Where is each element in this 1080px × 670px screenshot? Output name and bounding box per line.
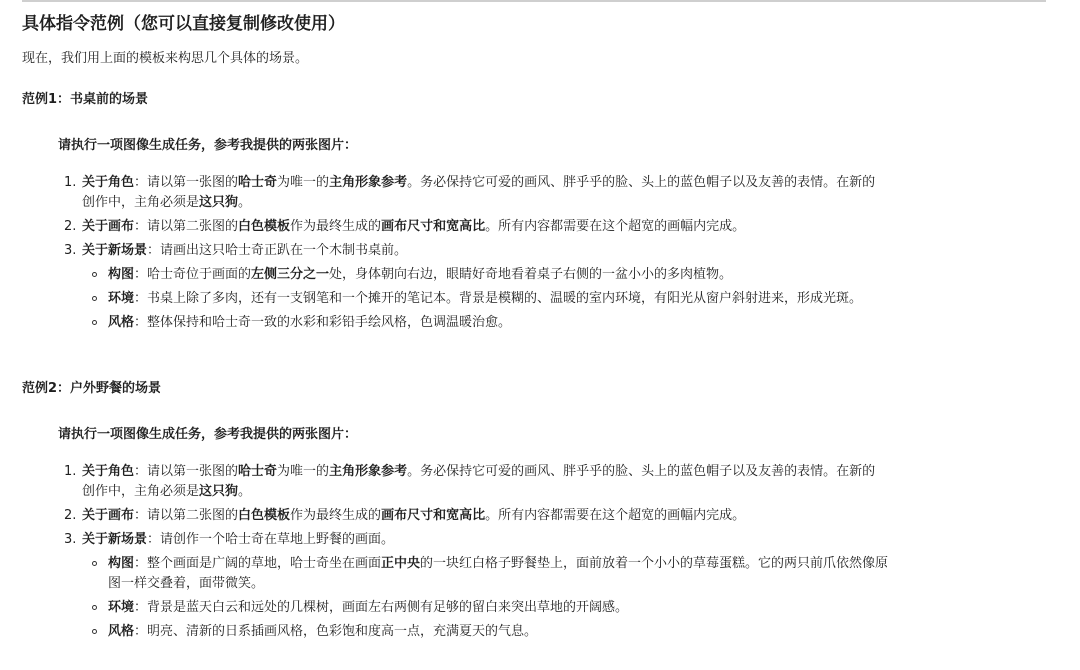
list-item: 2. 关于画布：请以第二张图的白色模板作为最终生成的画布尺寸和宽高比。所有内容都需要在这个超宽的画幅内完成。 [64, 219, 746, 234]
list-item: 3. 关于新场景：请画出这只哈士奇正趴在一个木制书桌前。 [64, 243, 408, 258]
sub-list-item: 构图：哈士奇位于画面的左侧三分之一处，身体朝向右边，眼睛好奇地看着桌子右侧的一盆小小的多肉植物。 [64, 265, 1004, 285]
example-1-heading: 范例1：书桌前的场景 [22, 92, 149, 107]
bullet-icon [92, 272, 97, 277]
list-item: 2. 关于画布：请以第二张图的白色模板作为最终生成的画布尺寸和宽高比。所有内容都需要在这个超宽的画幅内完成。 [64, 508, 746, 523]
sub-list-item: 风格：整体保持和哈士奇一致的水彩和彩铅手绘风格，色调温暖治愈。 [64, 313, 1004, 333]
example-2-heading: 范例2：户外野餐的场景 [22, 381, 162, 396]
sub-list-item: 环境：书桌上除了多肉，还有一支钢笔和一个摊开的笔记本。背景是模糊的、温暖的室内环境，有阳光从窗户斜射进来，形成光斑。 [64, 289, 1004, 309]
list-item: 3. 关于新场景：请创作一个哈士奇在草地上野餐的画面。 [64, 532, 395, 547]
sub-list-item: 风格：明亮、清新的日系插画风格，色彩饱和度高一点，充满夏天的气息。 [64, 622, 1004, 642]
intro-text: 现在，我们用上面的模板来构思几个具体的场景。 [22, 51, 309, 66]
example-2-list [64, 462, 1004, 646]
bullet-icon [92, 561, 97, 566]
sub-list-item: 构图：整个画面是广阔的草地，哈士奇坐在画面正中央的一块红白格子野餐垫上，面前放着一个小小的草莓蛋糕。它的两只前爪依然像原 图一样交叠着，面带微笑。 [64, 554, 1004, 594]
bullet-icon [92, 296, 97, 301]
bullet-icon [92, 605, 97, 610]
sub-list-item: 环境：背景是蓝天白云和远处的几棵树，画面左右两侧有足够的留白来突出草地的开阔感。 [64, 598, 1004, 618]
list-item: 1. 关于角色：请以第一张图的哈士奇为唯一的主角形象参考。务必保持它可爱的画风、胖乎乎的脸、头上的蓝色帽子以及友善的表情。在新的 创作中，主角必须是这只狗。 [64, 464, 876, 499]
example-1-list [64, 173, 1004, 337]
bullet-icon [92, 629, 97, 634]
top-divider [22, 0, 1046, 2]
example-2-prompt: 请执行一项图像生成任务，参考我提供的两张图片： [58, 427, 358, 442]
list-item: 1. 关于角色：请以第一张图的哈士奇为唯一的主角形象参考。务必保持它可爱的画风、胖乎乎的脸、头上的蓝色帽子以及友善的表情。在新的 创作中，主角必须是这只狗。 [64, 175, 876, 210]
bullet-icon [92, 320, 97, 325]
example-1-prompt: 请执行一项图像生成任务，参考我提供的两张图片： [58, 138, 358, 153]
page-title: 具体指令范例（您可以直接复制修改使用） [22, 14, 345, 34]
